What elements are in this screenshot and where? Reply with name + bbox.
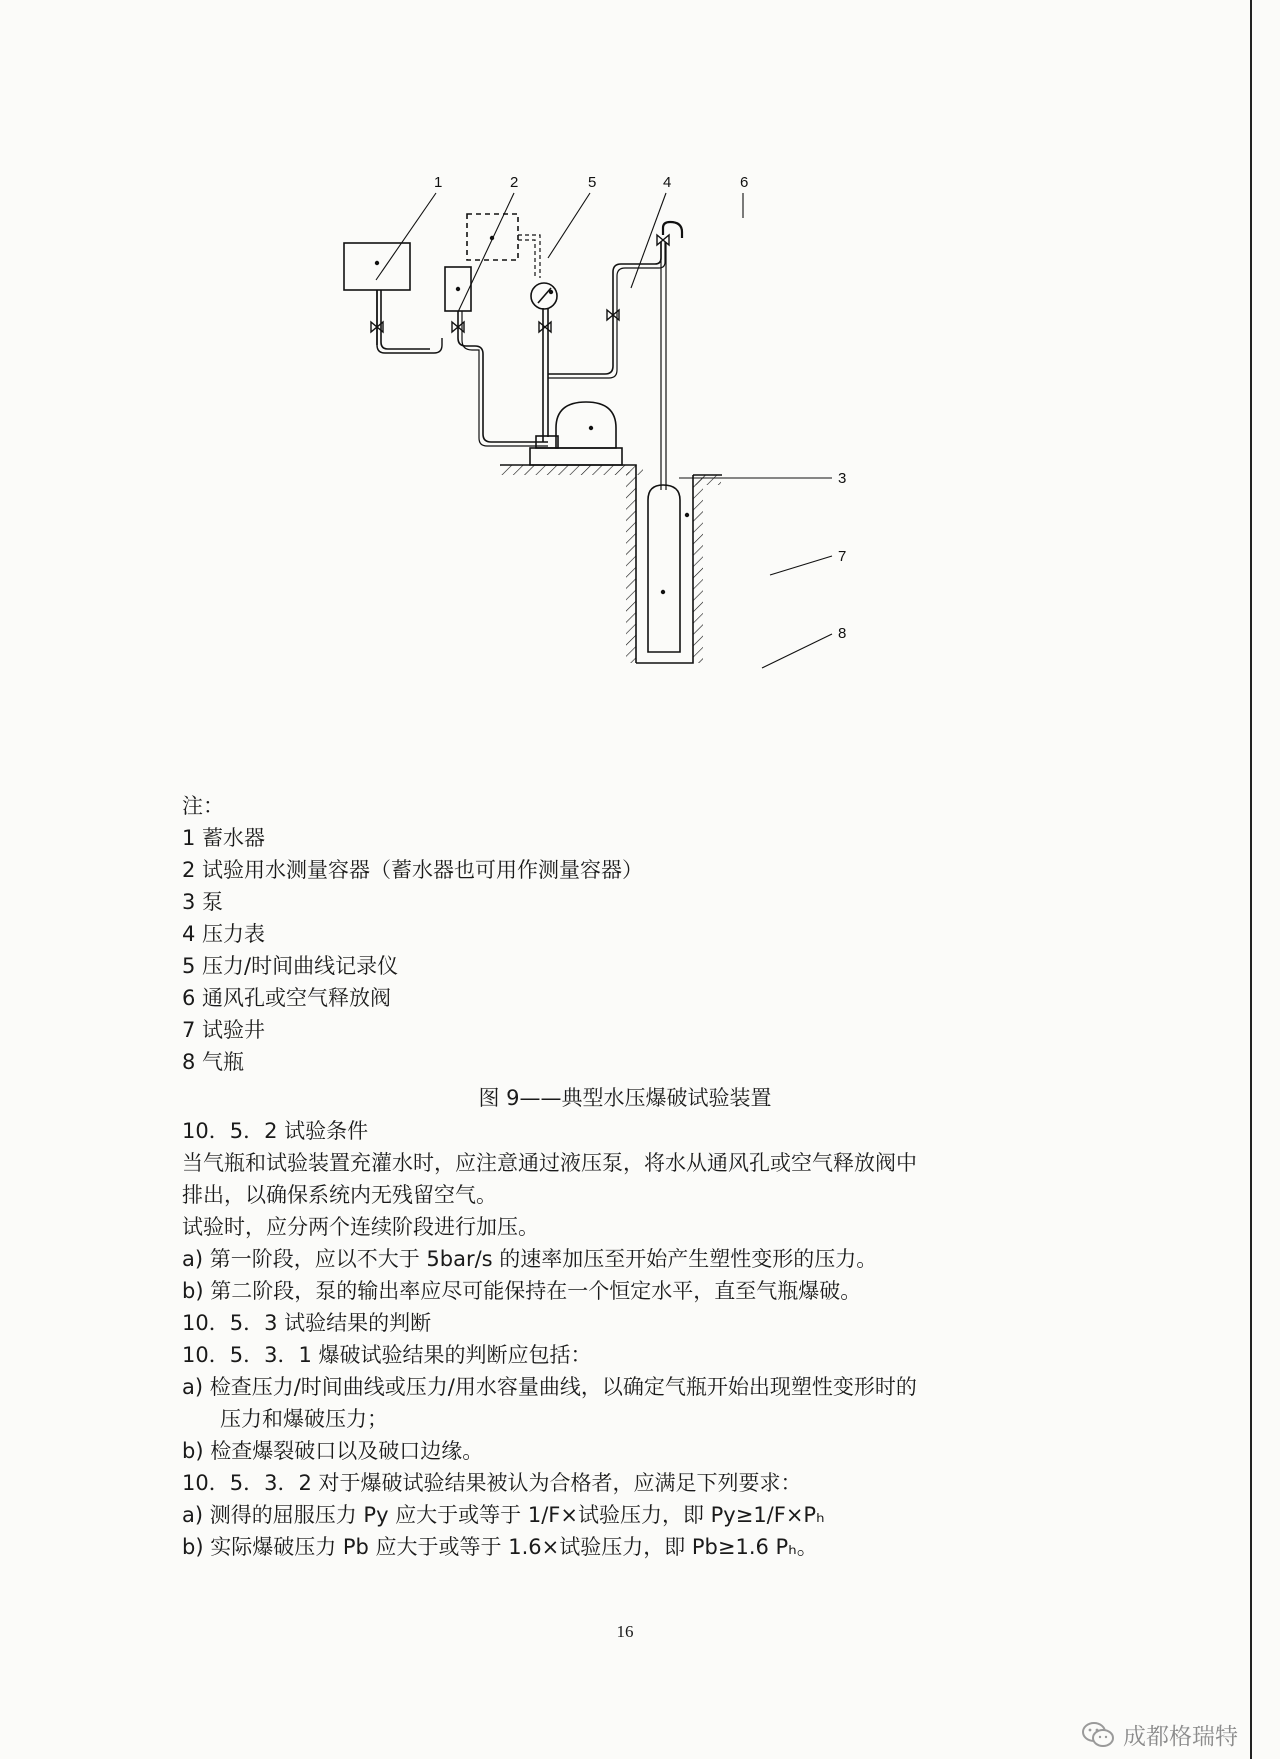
notes-heading: 注： xyxy=(182,794,224,818)
callout-6: 6 xyxy=(740,174,749,191)
note-item: 7 试验井 xyxy=(182,1018,266,1042)
wechat-icon xyxy=(1081,1721,1115,1749)
list-item-continuation: 压力和爆破压力； xyxy=(220,1407,388,1431)
callout-5: 5 xyxy=(588,174,597,191)
watermark-text: 成都格瑞特 xyxy=(1123,1724,1238,1750)
note-item: 2 试验用水测量容器（蓄水器也可用作测量容器） xyxy=(182,858,644,882)
callout-4: 4 xyxy=(663,174,672,191)
section-10-5-3-2-title: 10．5．3．2 对于爆破试验结果被认为合格者，应满足下列要求： xyxy=(182,1471,802,1495)
list-item-a: a) 测得的屈服压力 Py 应大于或等于 1/F×试验压力，即 Py≥1/F×Pₕ xyxy=(182,1503,825,1527)
section-10-5-2-title: 10．5．2 试验条件 xyxy=(182,1119,369,1143)
callout-8: 8 xyxy=(838,625,847,642)
note-item: 5 压力/时间曲线记录仪 xyxy=(182,954,399,978)
note-item: 3 泵 xyxy=(182,890,224,914)
page-number: 16 xyxy=(616,1622,634,1641)
test-apparatus-diagram xyxy=(330,160,890,750)
reservoir-box xyxy=(344,243,410,290)
note-item: 1 蓄水器 xyxy=(182,826,266,850)
note-item: 8 气瓶 xyxy=(182,1050,245,1074)
callout-1: 1 xyxy=(434,174,443,191)
callout-7: 7 xyxy=(838,548,847,565)
figure-caption: 图 9——典型水压爆破试验装置 xyxy=(478,1086,772,1110)
paragraph: 试验时，应分两个连续阶段进行加压。 xyxy=(182,1215,539,1239)
callout-2: 2 xyxy=(510,174,519,191)
list-item-a: a) 检查压力/时间曲线或压力/用水容量曲线，以确定气瓶开始出现塑性变形时的 xyxy=(182,1375,917,1399)
section-10-5-3-1-title: 10．5．3．1 爆破试验结果的判断应包括： xyxy=(182,1343,592,1367)
note-item: 6 通风孔或空气释放阀 xyxy=(182,986,392,1010)
paragraph: 当气瓶和试验装置充灌水时，应注意通过液压泵，将水从通风孔或空气释放阀中 xyxy=(182,1151,917,1175)
list-item-b: b) 检查爆裂破口以及破口边缘。 xyxy=(182,1439,484,1463)
body-text xyxy=(182,1115,1062,1563)
list-item-b: b) 第二阶段，泵的输出率应尽可能保持在一个恒定水平，直至气瓶爆破。 xyxy=(182,1279,862,1303)
notes-section xyxy=(182,790,643,1078)
section-10-5-3-title: 10．5．3 试验结果的判断 xyxy=(182,1311,432,1335)
list-item-b: b) 实际爆破压力 Pb 应大于或等于 1.6×试验压力，即 Pb≥1.6 Pₕ。 xyxy=(182,1535,818,1559)
watermark xyxy=(1081,1718,1238,1751)
gas-cylinder xyxy=(648,485,680,652)
note-item: 4 压力表 xyxy=(182,922,266,946)
scan-edge-line xyxy=(1250,0,1252,1759)
list-item-a: a) 第一阶段，应以不大于 5bar/s 的速率加压至开始产生塑性变形的压力。 xyxy=(182,1247,878,1271)
pump xyxy=(556,402,616,448)
callout-3: 3 xyxy=(838,470,847,487)
paragraph-continuation: 排出，以确保系统内无残留空气。 xyxy=(182,1183,497,1207)
